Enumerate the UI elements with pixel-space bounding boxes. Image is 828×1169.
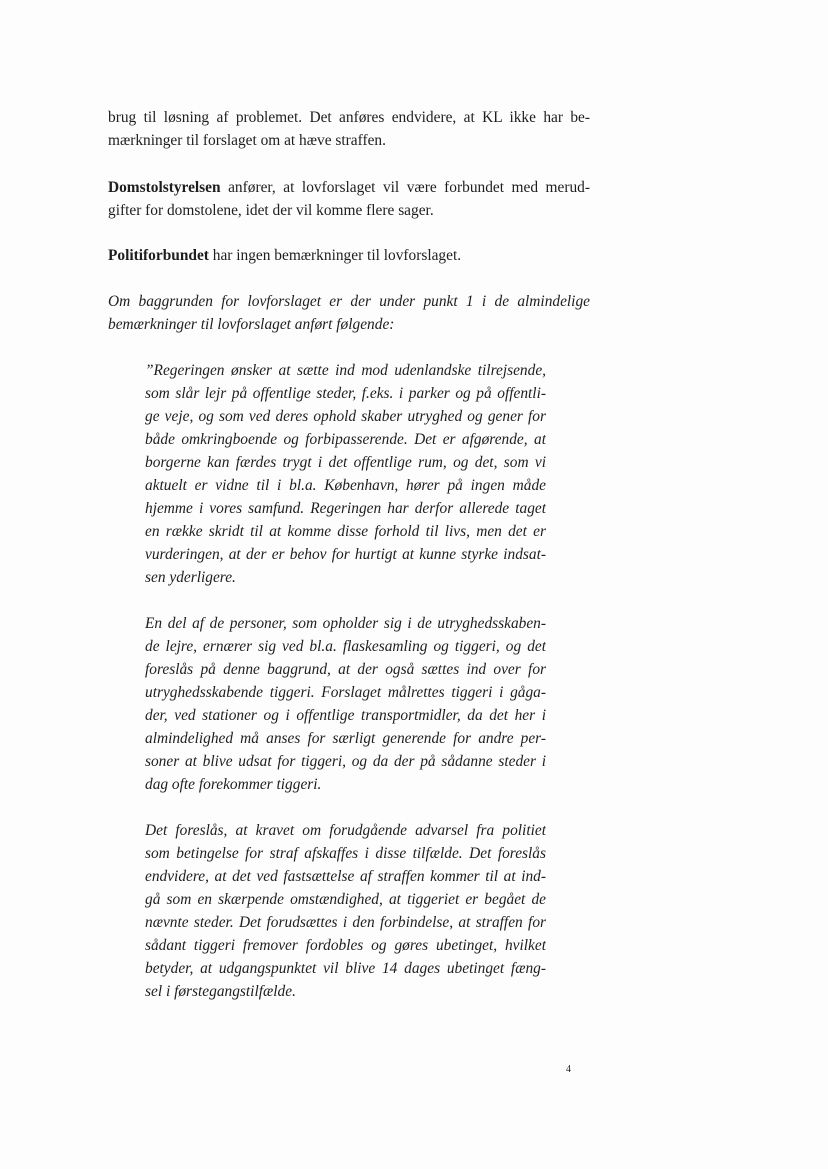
quote-line: sel i førstegangstilfælde.	[145, 983, 296, 1000]
quote-line: der, ved stationer og i offentlige transportmidler, da det her i	[145, 707, 546, 724]
text-line: brug til løsning af problemet. Det anføres endvidere, at KL ikke har be-	[108, 109, 590, 126]
quote-line: en række skridt til at komme disse forhold til livs, men det er	[145, 523, 546, 540]
quote-line: betyder, at udgangspunktet vil blive 14 dages ubetinget fæng-	[145, 960, 546, 977]
quote-line: soner at blive udsat for tiggeri, og da der på sådanne steder i	[145, 753, 546, 770]
quote-line: ”Regeringen ønsker at sætte ind mod udenlandske tilrejsende,	[145, 362, 546, 379]
paragraph-politiforbundet	[108, 244, 590, 267]
quote-line: En del af de personer, som opholder sig i de utryghedsskaben-	[145, 615, 546, 632]
line-rest: anfører, at lovforslaget vil være forbundet med merud-	[220, 179, 590, 196]
quote-line: foreslås på denne baggrund, at der også sættes ind over for	[145, 661, 546, 678]
quote-paragraph-2	[145, 612, 546, 796]
bold-lead-politiforbundet: Politiforbundet	[108, 247, 209, 264]
quote-line: almindelighed må anses for særligt generende for andre per-	[145, 730, 546, 747]
quote-paragraph-1	[145, 359, 546, 589]
text-line	[108, 244, 590, 267]
text-line: gifter for domstolene, idet der vil komme flere sager.	[108, 202, 434, 219]
quote-line: ge veje, og som ved deres ophold skaber utryghed og gener for	[145, 408, 546, 425]
bold-lead-domstolstyrelsen: Domstolstyrelsen	[108, 179, 221, 196]
quote-line: gå som en skærpende omstændighed, at tiggeriet er begået de	[145, 891, 546, 908]
paragraph-kl-remarks	[108, 106, 590, 152]
paragraph-domstolstyrelsen	[108, 176, 590, 222]
quote-paragraph-3	[145, 819, 546, 1003]
text-line: mærkninger til forslaget om at hæve straffen.	[108, 132, 386, 149]
quote-line: dag ofte forekommer tiggeri.	[145, 776, 322, 793]
page-number: 4	[566, 1064, 571, 1075]
quote-line: vurderingen, at der er behov for hurtigt at kunne styrke indsat-	[145, 546, 546, 563]
quote-line: borgerne kan færdes trygt i det offentlige rum, og det, som vi	[145, 454, 546, 471]
quote-line: som betingelse for straf afskaffes i disse tilfælde. Det foreslås	[145, 845, 546, 862]
text-line	[108, 176, 590, 199]
quote-line: utryghedsskabende tiggeri. Forslaget målrettes tiggeri i gåga-	[145, 684, 546, 701]
quote-line: både omkringboende og forbipasserende. Det er afgørende, at	[145, 431, 546, 448]
quote-line: sådant tiggeri fremover fordobles og gøres ubetinget, hvilket	[145, 937, 546, 954]
text-line: bemærkninger til lovforslaget anført følgende:	[108, 316, 395, 333]
line-rest: har ingen bemærkninger til lovforslaget.	[208, 247, 462, 264]
text-line: Om baggrunden for lovforslaget er der under punkt 1 i de almindelige	[108, 293, 590, 310]
quote-line: aktuelt er vidne til i bl.a. København, hører på ingen måde	[145, 477, 546, 494]
paragraph-quote-intro	[108, 290, 590, 336]
quote-line: sen yderligere.	[145, 569, 236, 586]
quote-line: de lejre, ernærer sig ved bl.a. flaskesamling og tiggeri, og det	[145, 638, 546, 655]
quote-line: endvidere, at det ved fastsættelse af straffen kommer til at ind-	[145, 868, 546, 885]
quote-line: nævnte steder. Det forudsættes i den forbindelse, at straffen for	[145, 914, 546, 931]
quote-line: som slår lejr på offentlige steder, f.eks. i parker og på offentli-	[145, 385, 546, 402]
quote-line: hjemme i vores samfund. Regeringen har derfor allerede taget	[145, 500, 546, 517]
quote-line: Det foreslås, at kravet om forudgående advarsel fra politiet	[145, 822, 546, 839]
